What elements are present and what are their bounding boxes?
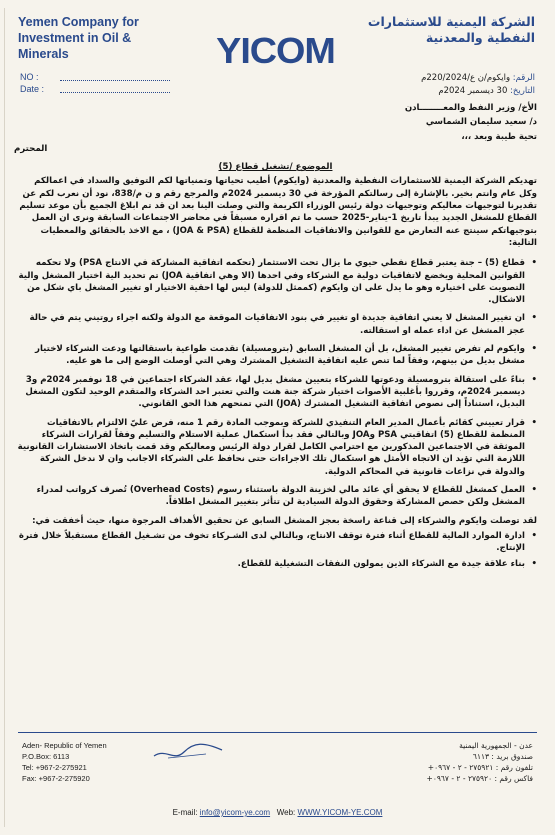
respected-label: المحترم (14, 143, 48, 154)
no-label: NO : (20, 72, 39, 82)
web-label: Web: (276, 808, 296, 817)
greeting: تحية طيبة وبعد ،،، (461, 131, 537, 142)
letter-body (14, 102, 537, 573)
date-label: Date : (20, 84, 45, 94)
closing-paragraph: لقد توصلت وايكوم والشركاء إلى قناعة راسخة بعجز المشغل السابق عن تحقيق الأهداف المرجوة منها، حيث أخفقت في: (32, 515, 537, 526)
footer-line: Tel: +967-2-275921 (22, 763, 87, 772)
yicom-logo: YICOM (216, 30, 335, 71)
list-item: • ان تغيير المشغل لا يعني اتفاقية جديدة او تغيير في بنود الاتفاقيات الموقعة مع الدولة ولكنه اجراء روتيني يتم في حالة عجز المشغل عن اداء عمله او استقالته. (14, 312, 537, 337)
recipient-name: د/ سعيد سليمان الشماسي (425, 117, 537, 128)
footer-line: Fax: +967-2-275920 (22, 774, 90, 783)
footer-address-ar (427, 740, 533, 784)
email-link[interactable]: info@yicom-ye.com (199, 808, 271, 817)
web-link[interactable]: WWW.YICOM-YE.COM (297, 808, 383, 817)
failures-list (14, 530, 537, 570)
date-ar-value: 30 ديسمبر 2024م (438, 86, 508, 96)
footer-line: صندوق بريد : ٦١١٣ (472, 752, 533, 761)
footer-line: تلفون رقم : ٢٧٥٩٢١ - ٢ - ٠٩٦٧+ (427, 763, 533, 772)
date-field (60, 92, 170, 93)
points-list (14, 257, 537, 508)
list-item: • وايكوم لم تفرض تغيير المشغل، بل أن المشغل السابق (بترومسيلة) تقدمت طواعية باستقالتها ودعت الشركاء لاختيار مشغل بديل من بينهم، وفقاً لما تنص عليه اتفاقية التشغيل المشترك وهي التي أوصلت الوضع إلى ما هو عليه. (14, 343, 537, 368)
list-item: • العمل كمشغل للقطاع لا يحقق أي عائد مالي لخزينة الدولة باستثناء رسوم (Overhead Costs) تُصرف كرواتب لمدراء المشغل ولكن حصص المشاركة وحقوق الدولة السيادية لن تتأثر بتغيير المشغل اطلاقاً. (14, 484, 537, 509)
footer-contact (0, 808, 555, 817)
reference-block (355, 72, 535, 98)
no-field (60, 80, 170, 81)
footer-line: P.O.Box: 6113 (22, 752, 70, 761)
footer-line: فاكس رقم : ٢٧٥٩٢٠ - ٢ - ٠٩٦٧+ (426, 774, 533, 783)
company-name-en: Yemen Company for Investment in Oil & Minerals (18, 15, 139, 61)
subject-line: الموضوع /تشغيل قطاع (5) (218, 162, 333, 173)
date-ar-label: التاريخ: (510, 86, 535, 96)
list-item: • بناءً على استقالة بترومسيلة ودعوتها للشركاء بتعيين مشغل بديل لها، عقد الشركاء اجتماعين في 18 نوفمبر 2024م و3 ديسمبر 2024م، وقرروا بأغلبية الأصوات اختيار شركة جنة هنت والتي تعتبر احد الشركاء والمتقدم الوحيد لتكون المشغل البديل، استناداً إلى نصوص اتفاقية التشغيل المشترك (JOA) التي تمنحهم هذا الحق القانوني. (14, 374, 537, 411)
ref-label: الرقم: (512, 73, 535, 83)
company-name-ar: الشركة اليمنية للاستثمارات النفطية والمعدنية (367, 14, 535, 45)
footer-address-en (22, 740, 107, 784)
intro-paragraph: تهديكم الشركة اليمنية للاستثمارات النفطية والمعدنية (وايكوم) أطيب تحياتها وتمنياتها لكم التوفيق والسداد في اعمالكم وكل عام وانتم بخير. بالإشارة إلى رسالتكم المؤرخة في 30 ديسمبر 2024م والمرجع رقم و ن م/838، نود أن نعرب لكم عن تقديرنا لتوجيهات معاليكم وتوجيهات دولة رئيس الوزراء الكريمة والتي وصلت الينا بعد ان قد تم ابلاغ الجميع بأن موعد تسليم القطاع للمشغل الجديد يبدأ تاريخ 1-يناير-2025 حسب ما تم اقراره مسبقاً في محاضر الاجتماعات السابقة ونرى ان العمل بتوجيهاتكم سينتج عنه التعارض مع للقوانين والاتفاقيات المنظمة للقطاع (JOA & PSA) ، مع الاخذ بالحقائق والمعطيات التالية: (19, 176, 537, 248)
email-label: E-mail: (172, 808, 198, 817)
salutation-row (14, 131, 537, 143)
recipient-title: الأخ/ وزير النفط والمعــــــــادن (404, 103, 537, 113)
footer-line: Aden- Republic of Yemen (22, 741, 107, 750)
page-edge (4, 8, 5, 827)
list-item: • قرار تعييني كقائم بأعمال المدير العام التنفيذي للشركة وبموجب المادة رقم 1 منه، فرض عليّ الالتزام بالاتفاقيات المنظمة للقطاع (5) اتفاقيتي PSA وJOA وبالتالي فقد بدأ استكمال عملية الاستلام والتسليم وفقاً لقرارات الشركاء الموثقة في الاجتماعين المذكورين مع احترامي الكامل لقرار دولة الرئيس ومعاليكم وقد قمت باتخاذ الاستشارات القانونية اللازمة التي تؤيد ان الاتجاه الأمثل هو استكمال تلك الاجراءات حتى نحافظ على الشركاء الاجانب وان لا ندخل الشركة والدولة في نزاعات قانونية في المحاكم الدولية. (14, 417, 537, 478)
list-item: • بناء علاقة جيدة مع الشركاء الذين يمولون النفقات التشغيلية للقطاع. (14, 558, 537, 570)
signature-mark (148, 728, 228, 768)
list-item: • ادارة الموارد المالية للقطاع أثناء فترة توقف الانتاج، وبالتالي لدى الشـركاء تخوف من تشـغيل القطاع مستقبلاً خلال فترة الإنتاج. (14, 530, 537, 555)
ref-value: وايكوم/ن ع/220/2024م (421, 73, 511, 83)
footer-divider (18, 732, 537, 733)
footer-line: عدن - الجمهورية اليمنية (459, 741, 533, 750)
list-item: • قطاع (5) – جنة يعتبر قطاع نفطي حيوي ما يزال تحت الاستثمار (تحكمه اتفاقية المشاركة في الانتاج PSA) ولا تحكمه القوانين المحلية ويخضع لاتفاقيات دولية مع الشركاء وفي احدها (الا وهي اتفاقية JOA) تم تحديد الية اختيار المشغل والية التصويت على اختياره وهو ما يدل على ان وايكوم (كممثل للدولة) ليس لها احقية الاختيار او تغيير المشغل باي شكل من الاشكال. (14, 257, 537, 306)
